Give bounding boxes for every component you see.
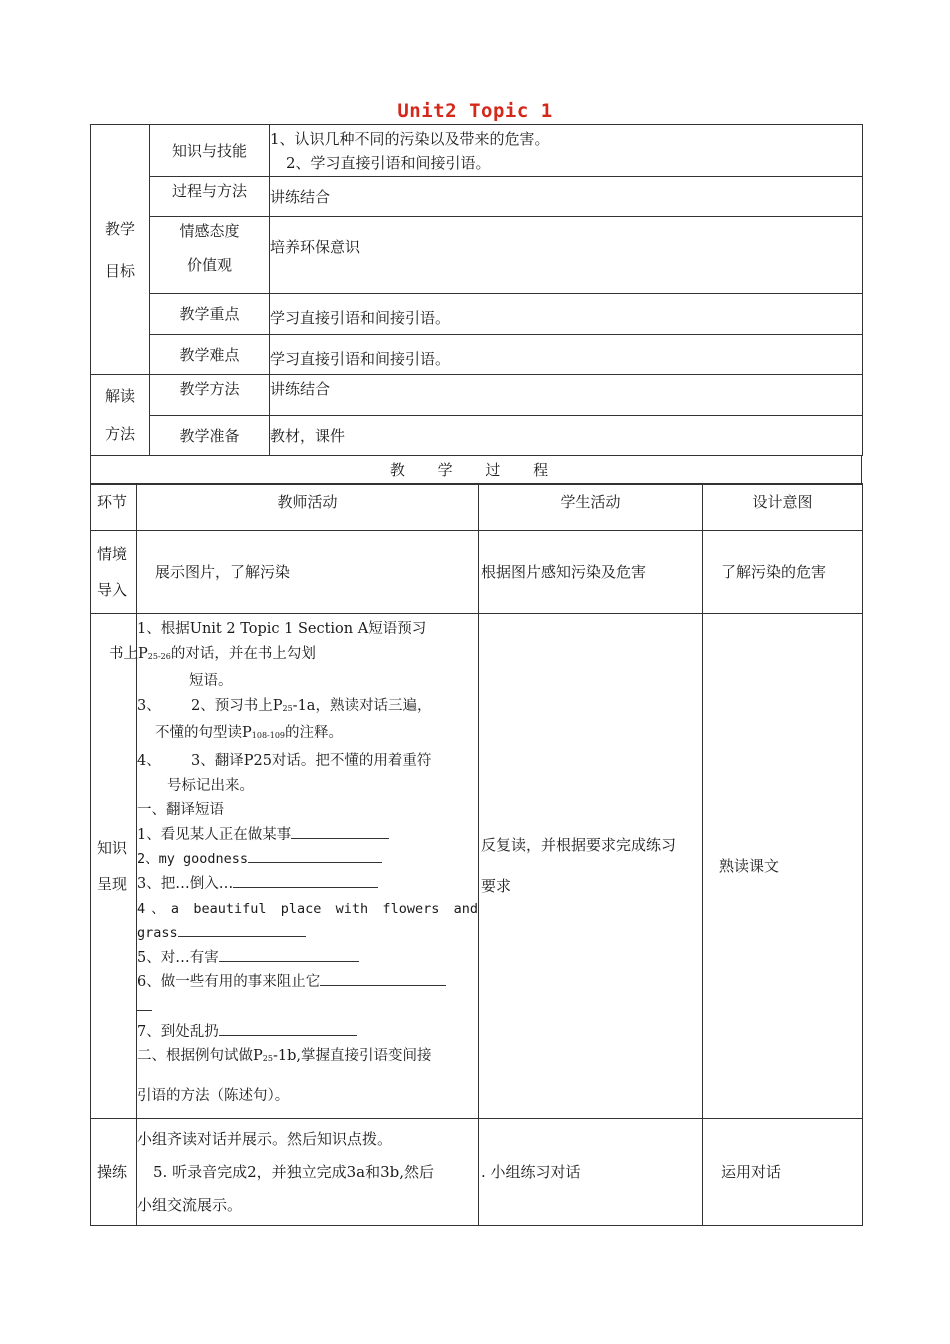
teacher-line: 5、对…有害 [137, 946, 478, 971]
student-intro: 根据图片感知污染及危害 [479, 531, 703, 614]
teacher-line: 7、到处乱扔 [137, 1020, 478, 1045]
goal-label-process: 过程与方法 [150, 177, 270, 217]
stage-practice: 操练 [91, 1119, 137, 1226]
teacher-line: 二、根据例句试做$P_{25}-1b$,掌握直接引语变间接 [137, 1048, 432, 1065]
methods-group-label: 解读 方法 [91, 375, 150, 456]
goal-value-knowledge: 1、认识几种不同的污染以及带来的危害。 2、学习直接引语和间接引语。 [270, 125, 863, 177]
answer-blank[interactable] [137, 996, 152, 1011]
teacher-intro: 展示图片，了解污染 [137, 531, 479, 614]
intent-practice: 运用对话 [703, 1119, 863, 1226]
col-header-student: 学生活动 [479, 484, 703, 531]
student-practice: . 小组练习对话 [479, 1119, 703, 1226]
teacher-line: 4、a beautiful place with flowers and [137, 900, 478, 917]
teacher-line: 1、看见某人正在做某事 [137, 823, 478, 848]
teacher-line: 引语的方法（陈述句）。 [137, 1087, 290, 1104]
method-value: 讲练结合 [270, 375, 863, 416]
answer-blank[interactable] [219, 947, 359, 962]
teacher-line: grass [137, 921, 478, 946]
answer-blank[interactable] [219, 1021, 357, 1036]
teacher-line: 书上$P_{25-26}$的对话，并在书上勾划 [109, 645, 316, 662]
stage-knowledge: 知识 呈现 [91, 614, 137, 1119]
teacher-line: 2、my goodness [137, 847, 478, 872]
answer-blank[interactable] [320, 971, 446, 986]
teacher-line: 3、把…倒入… [137, 872, 478, 897]
answer-blank[interactable] [178, 922, 306, 937]
goal-label-difficulty: 教学难点 [150, 335, 270, 375]
process-table [90, 483, 863, 1226]
prep-value: 教材，课件 [270, 416, 863, 456]
intent-knowledge: 熟读课文 [703, 614, 863, 1119]
intent-intro: 了解污染的危害 [703, 531, 863, 614]
process-heading: 教 学 过 程 [91, 456, 862, 485]
goal-label-focus: 教学重点 [150, 294, 270, 335]
goals-group-label: 教学 目标 [91, 125, 150, 375]
teacher-practice: 小组齐读对话并展示。然后知识点拨。 5. 听录音完成2，并独立完成3a和3b,然后 小组交流展示。 [137, 1119, 479, 1226]
answer-blank[interactable] [233, 873, 378, 888]
prep-label: 教学准备 [150, 416, 270, 456]
goal-value-difficulty: 学习直接引语和间接引语。 [270, 335, 863, 375]
teacher-line: 4、 3、翻译P25对话。把不懂的用着重符 [137, 752, 432, 769]
teacher-line: 不懂的句型读$P_{108-109}$的注释。 [155, 725, 344, 742]
goal-value-focus: 学习直接引语和间接引语。 [270, 294, 863, 335]
teacher-line: 6、做一些有用的事来阻止它 [137, 970, 478, 995]
teacher-line: 短语。 [189, 673, 233, 690]
student-knowledge: 反复读，并根据要求完成练习 要求 [479, 614, 703, 1119]
teacher-line: 号标记出来。 [167, 777, 254, 794]
teacher-line: 1、根据Unit 2 Topic 1 Section A短语预习 [137, 621, 427, 637]
process-heading-table [90, 455, 862, 485]
teacher-line: 3、 2、预习书上$P_{25}-1a$，熟读对话三遍， [137, 697, 432, 714]
stage-intro: 情境 导入 [91, 531, 137, 614]
goals-table [90, 124, 863, 456]
teacher-line [137, 995, 478, 1020]
col-header-intent: 设计意图 [703, 484, 863, 531]
goal-value-process: 讲练结合 [270, 177, 863, 217]
col-header-stage: 环节 [91, 484, 137, 531]
answer-blank[interactable] [291, 824, 389, 839]
teacher-line: 一、翻译短语 [137, 802, 224, 819]
col-header-teacher: 教师活动 [137, 484, 479, 531]
goal-label-knowledge: 知识与技能 [150, 125, 270, 177]
goal-label-attitude: 情感态度 价值观 [150, 217, 270, 294]
answer-blank[interactable] [248, 848, 382, 863]
method-label: 教学方法 [150, 375, 270, 416]
goal-value-attitude: 培养环保意识 [270, 217, 863, 294]
page-title: Unit2 Topic 1 [397, 100, 553, 122]
